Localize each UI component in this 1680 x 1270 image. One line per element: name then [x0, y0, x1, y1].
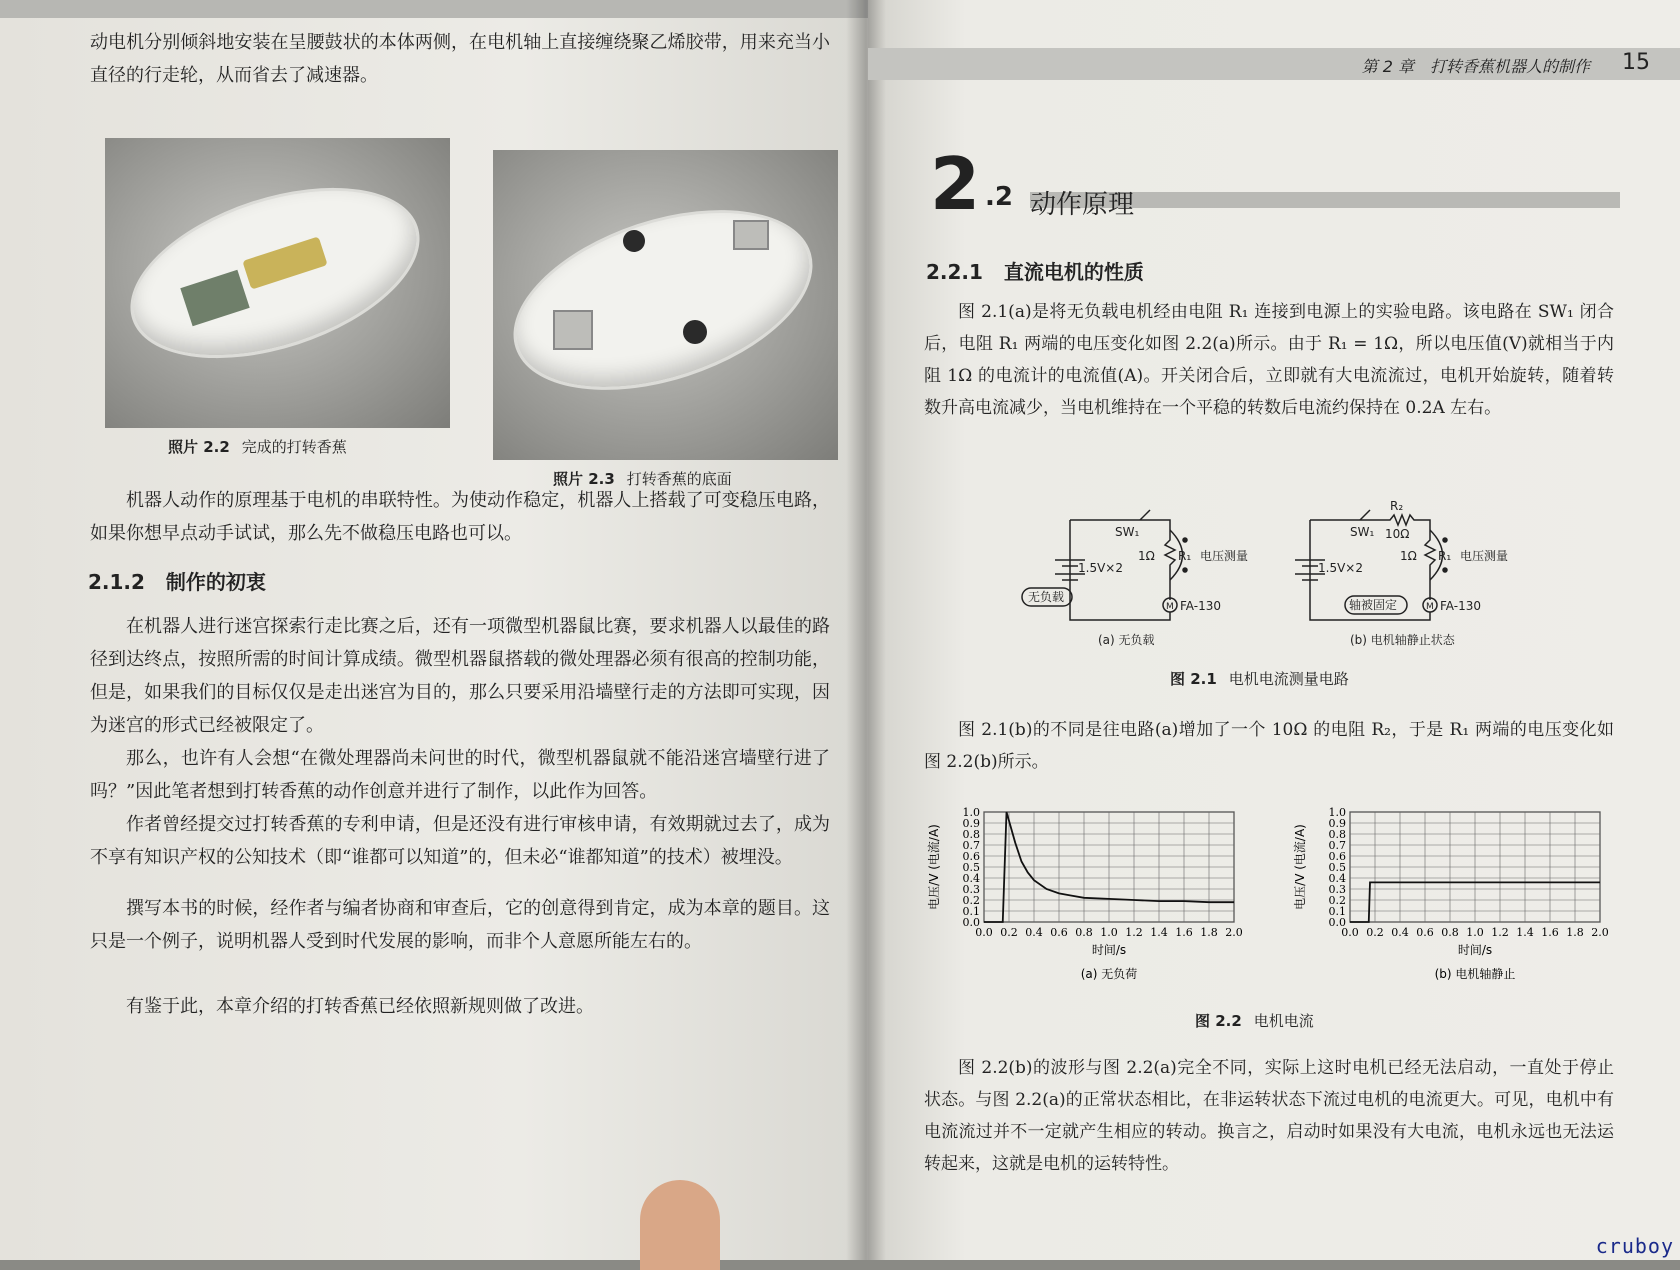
- section-number-suffix: .2: [985, 182, 1013, 212]
- left-page-top-band: [0, 0, 868, 18]
- book-gutter: [846, 0, 886, 1260]
- y-tick-label-1-6: 0.6: [1328, 850, 1346, 863]
- section-number-large: 2: [930, 142, 981, 226]
- circuit-b-motor-symbol: M: [1426, 602, 1434, 612]
- circuit-a-measure-label: 电压测量: [1200, 549, 1249, 563]
- circuit-a-switch-label: SW₁: [1115, 525, 1140, 539]
- circuit-b-r2-value: 10Ω: [1385, 527, 1410, 541]
- running-head: [868, 48, 1680, 80]
- x-tick-label-1-7: 1.4: [1516, 926, 1534, 939]
- chart-shaft-locked: [1290, 800, 1620, 1000]
- watermark: cruboy: [1595, 1234, 1674, 1258]
- chart-caption-0: (a) 无负荷: [1080, 967, 1138, 981]
- photo-completed-banana: [105, 138, 450, 428]
- running-head-title: 第 2 章 打转香蕉机器人的制作: [1361, 57, 1590, 76]
- x-tick-label-0-6: 1.2: [1125, 926, 1143, 939]
- photo-2-3-caption: 照片 2.3 打转香蕉的底面: [553, 470, 732, 488]
- x-tick-label-1-5: 1.0: [1466, 926, 1484, 939]
- y-tick-label-0-4: 0.4: [962, 872, 980, 885]
- paragraph-writing-book: 撰写本书的时候，经作者与编者协商和审查后，它的创意得到肯定，成为本章的题目。这只是一个例子，说明机器人受到时代发展的影响，而非个人意愿所能左右的。: [90, 898, 830, 952]
- y-tick-label-1-9: 0.9: [1328, 817, 1346, 830]
- y-tick-label-1-5: 0.5: [1328, 861, 1346, 874]
- x-tick-label-1-2: 0.4: [1391, 926, 1409, 939]
- y-tick-label-1-7: 0.7: [1328, 839, 1346, 852]
- y-tick-label-1-10: 1.0: [1328, 806, 1346, 819]
- y-axis-label-0: 电压/V (电流/A): [927, 824, 941, 910]
- circuit-a-motor-symbol: M: [1166, 602, 1174, 612]
- x-tick-label-0-10: 2.0: [1225, 926, 1243, 939]
- paragraph-patent: 作者曾经提交过打转香蕉的专利申请，但是还没有进行审核申请，有效期就过去了，成为不享有知识产权的公知技术（即“谁都可以知道”的，但未必“谁都知道”的技术）被埋没。: [90, 814, 830, 868]
- y-tick-label-0-1: 0.1: [962, 905, 980, 918]
- y-tick-label-0-3: 0.3: [962, 883, 980, 896]
- circuit-b-measure-label: 电压测量: [1460, 549, 1509, 563]
- section-2-2-1-heading: 2.2.1 直流电机的性质: [926, 260, 1144, 284]
- x-tick-label-0-1: 0.2: [1000, 926, 1018, 939]
- circuit-b-resistor-value: 1Ω: [1400, 549, 1417, 563]
- y-tick-label-0-0: 0.0: [962, 916, 980, 929]
- photo-2-2-caption: 照片 2.2 完成的打转香蕉: [168, 438, 347, 456]
- y-tick-label-0-2: 0.2: [962, 894, 980, 907]
- x-tick-label-1-3: 0.6: [1416, 926, 1434, 939]
- y-tick-label-1-1: 0.1: [1328, 905, 1346, 918]
- x-tick-label-0-8: 1.6: [1175, 926, 1193, 939]
- y-tick-label-1-3: 0.3: [1328, 883, 1346, 896]
- x-tick-label-1-1: 0.2: [1366, 926, 1384, 939]
- figure-2-2-caption: 图 2.2 电机电流: [1195, 1012, 1314, 1030]
- chart-caption-1: (b) 电机轴静止: [1434, 967, 1516, 981]
- paragraph-motor-experiment: 图 2.1(a)是将无负载电机经由电阻 R₁ 连接到电源上的实验电路。该电路在 SW₁ 闭合后，电阻 R₁ 两端的电压变化如图 2.2(a)所示。由于 R₁ = 1Ω，所以电压值(V)就相当于内阻 1Ω 的电流计的电流值(A)。开关闭合后，立即就有大电流流过，电机开始旋转，随着转数升高电流减少，当电机维持在一个平稳的转数后电流约保持在 0.2A 左右。: [924, 302, 1614, 418]
- x-tick-label-0-2: 0.4: [1025, 926, 1043, 939]
- x-tick-label-1-9: 1.8: [1566, 926, 1584, 939]
- x-axis-label-0: 时间/s: [1091, 943, 1127, 957]
- photo-banana-bottom: [493, 150, 838, 460]
- x-tick-label-1-0: 0.0: [1341, 926, 1359, 939]
- y-tick-label-0-5: 0.5: [962, 861, 980, 874]
- y-tick-label-0-9: 0.9: [962, 817, 980, 830]
- paragraph-circuit-b: 图 2.1(b)的不同是往电路(a)增加了一个 10Ω 的电阻 R₂，于是 R₁ 两端的电压变化如图 2.2(b)所示。: [924, 720, 1614, 772]
- page-number: 15: [1622, 50, 1650, 75]
- y-tick-label-1-2: 0.2: [1328, 894, 1346, 907]
- x-tick-label-0-4: 0.8: [1075, 926, 1093, 939]
- y-tick-label-1-0: 0.0: [1328, 916, 1346, 929]
- x-tick-label-1-4: 0.8: [1441, 926, 1459, 939]
- paragraph-waveform-comparison: 图 2.2(b)的波形与图 2.2(a)完全不同，实际上这时电机已经无法启动，一直处于停止状态。与图 2.2(a)的正常状态相比，在非运转状态下流过电机的电流更大。可见，电机中有电流流过并不一定就产生相应的转动。换言之，启动时如果没有大电流，电机永远也无法运转起来，这就是电机的运转特性。: [924, 1058, 1614, 1174]
- x-axis-label-1: 时间/s: [1457, 943, 1493, 957]
- y-tick-label-0-8: 0.8: [962, 828, 980, 841]
- x-tick-label-0-5: 1.0: [1100, 926, 1118, 939]
- circuit-a-resistor-name: R₁: [1178, 549, 1192, 563]
- x-tick-label-0-7: 1.4: [1150, 926, 1168, 939]
- circuit-a-motor-label: FA-130: [1180, 599, 1221, 613]
- circuit-a-battery-label: 1.5V×2: [1078, 561, 1123, 575]
- y-tick-label-1-8: 0.8: [1328, 828, 1346, 841]
- circuit-a-tag: 无负载: [1028, 590, 1065, 604]
- circuit-b-r2-name: R₂: [1390, 500, 1404, 513]
- figure-2-1-caption: 图 2.1 电机电流测量电路: [1170, 670, 1349, 688]
- x-tick-label-1-6: 1.2: [1491, 926, 1509, 939]
- x-tick-label-0-3: 0.6: [1050, 926, 1068, 939]
- left-intro-paragraph: 动电机分别倾斜地安装在呈腰鼓状的本体两侧，在电机轴上直接缠绕聚乙烯胶带，用来充当小直径的行走轮，从而省去了减速器。: [90, 32, 830, 86]
- section-2-1-2-heading: 2.1.2 制作的初衷: [88, 570, 266, 594]
- chart-no-load: [924, 800, 1254, 1000]
- thumb: [640, 1180, 720, 1270]
- principle-paragraph: 机器人动作的原理基于电机的串联特性。为使动作稳定，机器人上搭载了可变稳压电路，如果你想早点动手试试，那么先不做稳压电路也可以。: [90, 490, 830, 544]
- x-tick-label-0-0: 0.0: [975, 926, 993, 939]
- x-tick-label-1-8: 1.6: [1541, 926, 1559, 939]
- y-tick-label-0-7: 0.7: [962, 839, 980, 852]
- y-axis-label-1: 电压/V (电流/A): [1293, 824, 1307, 910]
- paragraph-new-rules: 有鉴于此，本章介绍的打转香蕉已经依照新规则做了改进。: [126, 996, 594, 1017]
- circuit-b-battery-label: 1.5V×2: [1318, 561, 1363, 575]
- circuit-b-tag: 轴被固定: [1349, 598, 1398, 612]
- paragraph-micromouse-question: 那么，也许有人会想“在微处理器尚未问世的时代，微型机器鼠就不能沿迷宫墙壁行进了吗？”因此笔者想到打转香蕉的动作创意并进行了制作，以此作为回答。: [90, 748, 830, 802]
- circuit-b-motor-label: FA-130: [1440, 599, 1481, 613]
- circuit-a-caption: (a) 无负载: [1098, 633, 1155, 647]
- circuit-b-resistor-name: R₁: [1438, 549, 1452, 563]
- paragraph-maze-contest: 在机器人进行迷宫探索行走比赛之后，还有一项微型机器鼠比赛，要求机器人以最佳的路径到达终点，按照所需的时间计算成绩。微型机器鼠搭载的微处理器必须有很高的控制功能，但是，如果我们的目标仅仅是走出迷宫为目的，那么只要采用沿墙壁行走的方法即可实现，因为迷宫的形式已经被限定了。: [90, 616, 830, 736]
- y-tick-label-0-6: 0.6: [962, 850, 980, 863]
- x-tick-label-1-10: 2.0: [1591, 926, 1609, 939]
- circuit-b-switch-label: SW₁: [1350, 525, 1375, 539]
- circuit-b-caption: (b) 电机轴静止状态: [1350, 633, 1455, 647]
- x-tick-label-0-9: 1.8: [1200, 926, 1218, 939]
- y-tick-label-0-10: 1.0: [962, 806, 980, 819]
- section-title: 动作原理: [1030, 190, 1135, 220]
- circuit-a-resistor-value: 1Ω: [1138, 549, 1155, 563]
- y-tick-label-1-4: 0.4: [1328, 872, 1346, 885]
